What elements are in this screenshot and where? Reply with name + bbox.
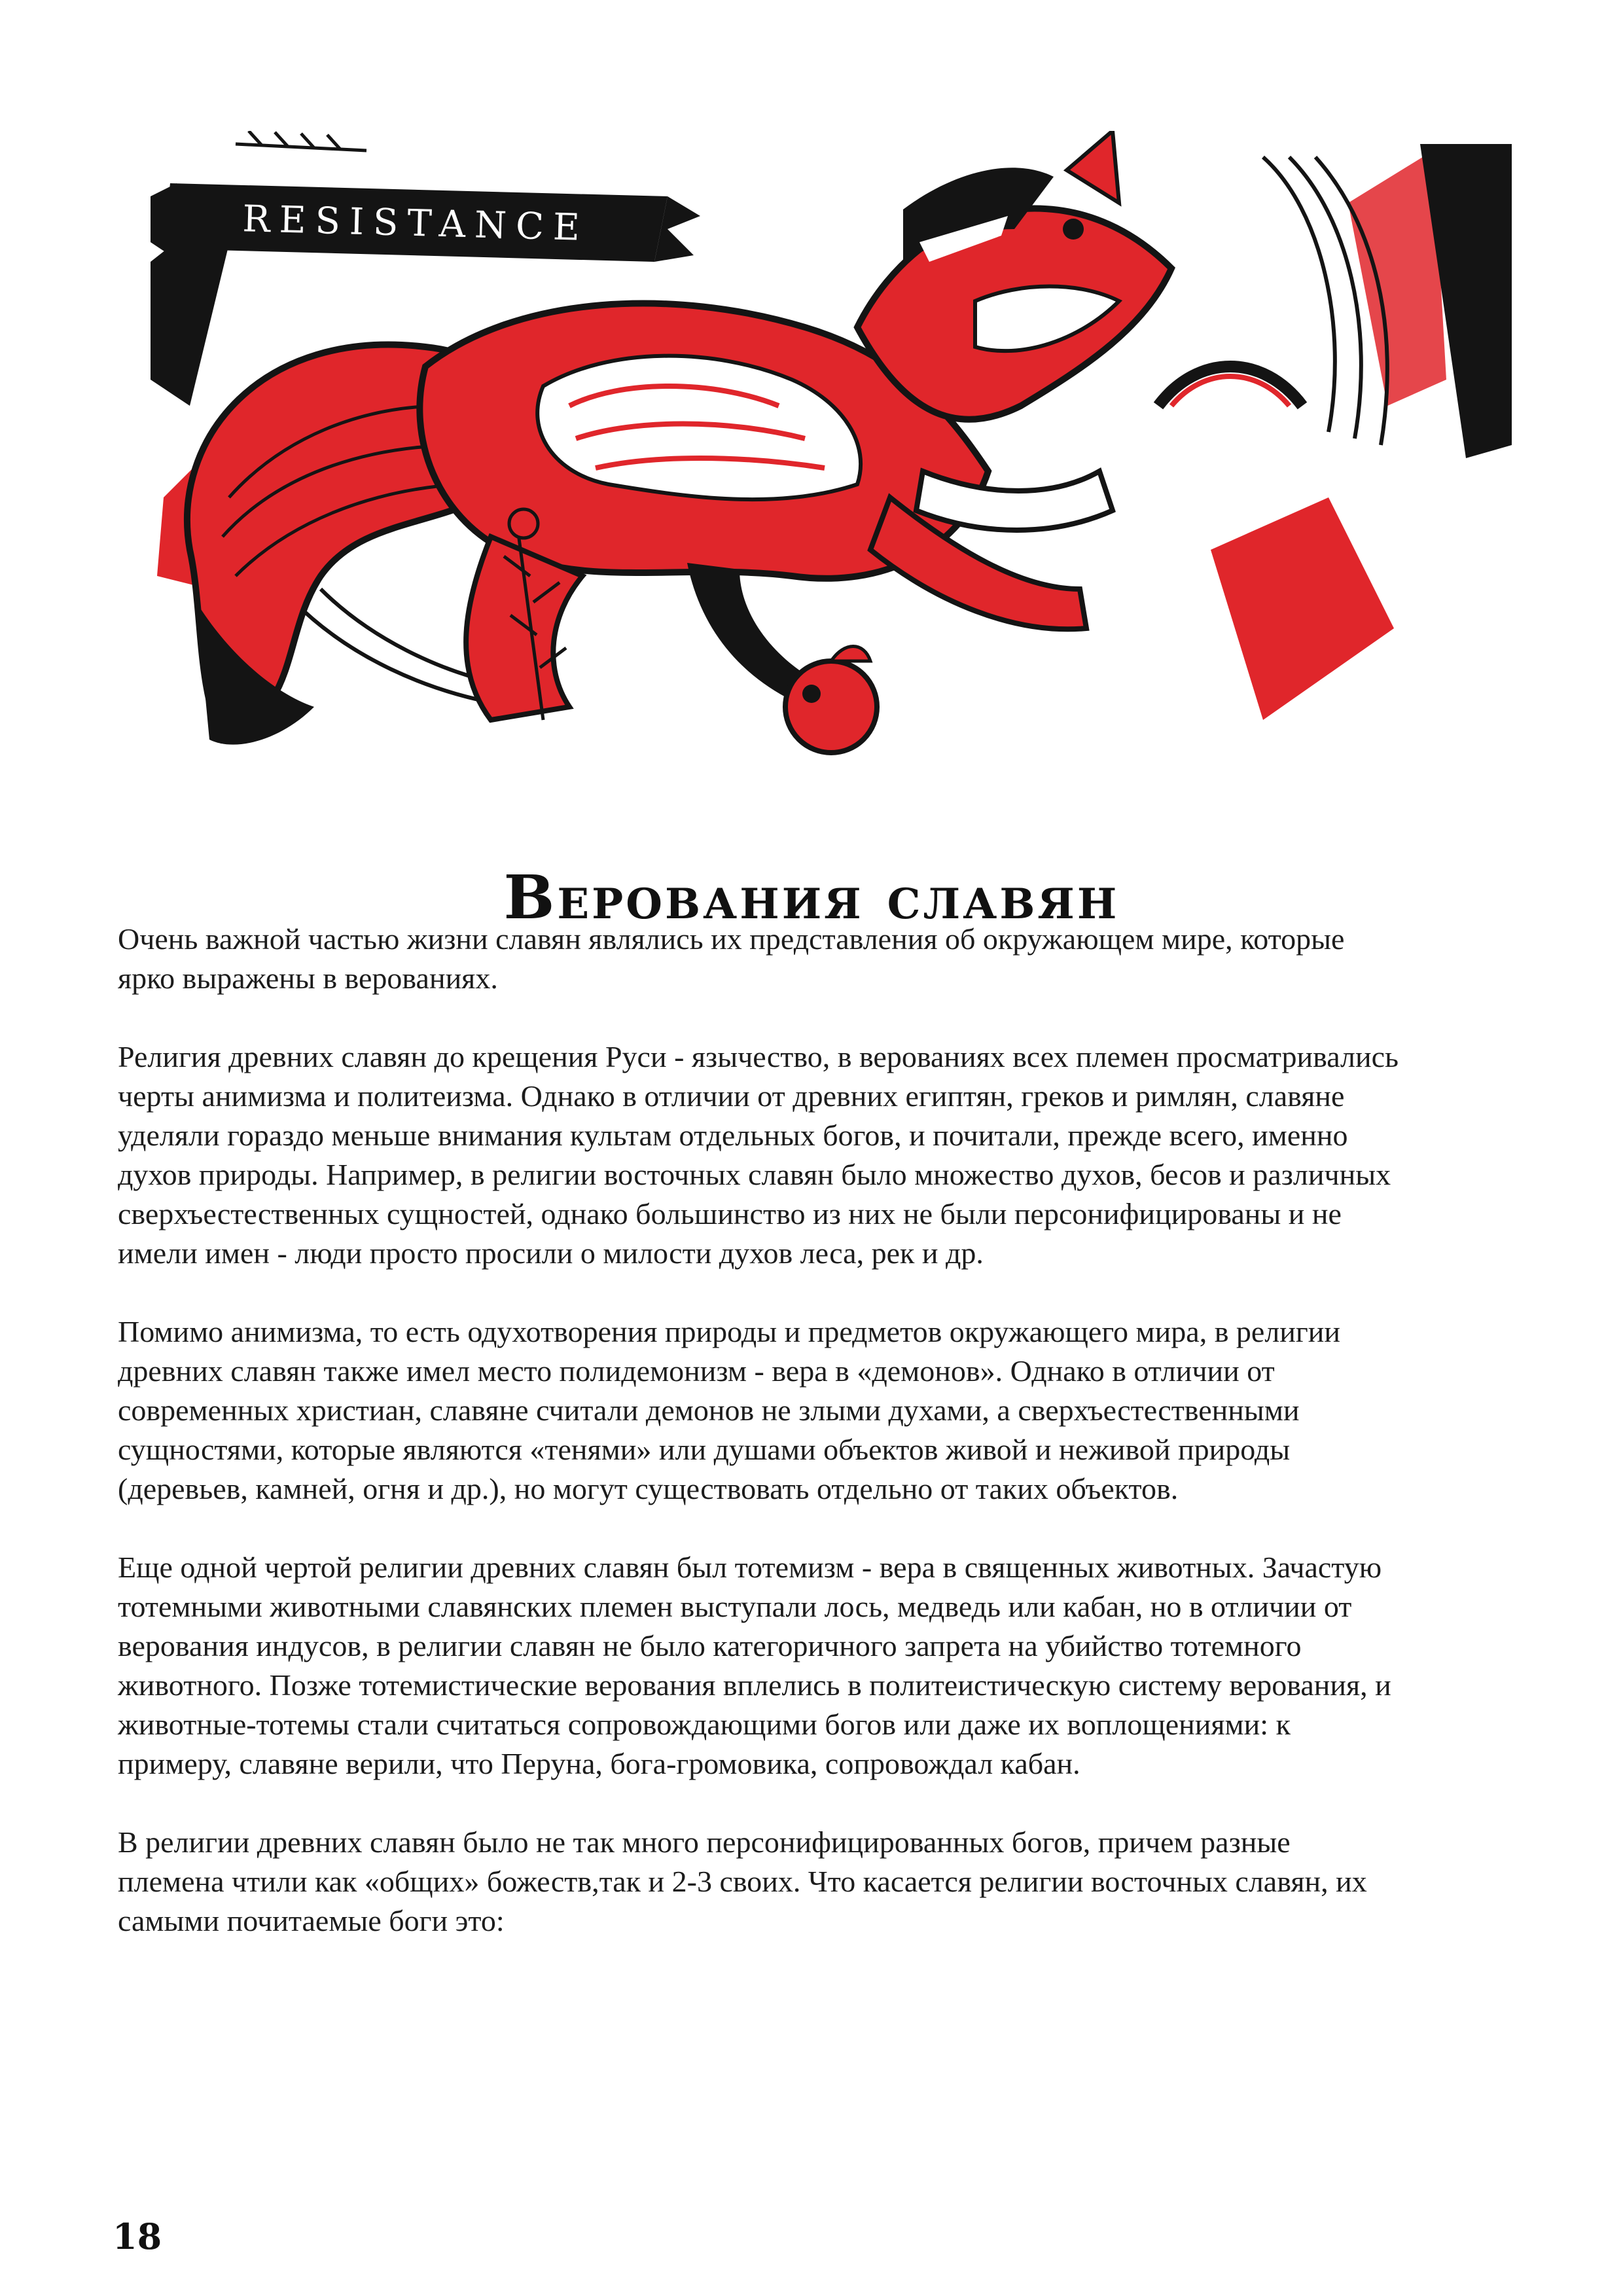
fox-illustration: [151, 131, 1518, 779]
rooster: [785, 661, 877, 753]
fox-ear: [1067, 131, 1119, 203]
fox-eye: [1063, 219, 1084, 240]
paragraph: Религия древних славян до крещения Руси - язычество, в верованиях всех племен просматривались черты анимизма и политеизма. Однако в отличии от древних египтян, греков и римлян, славяне уделяли гораздо меньше внимания культам отдельных богов, и почитали, прежде всего, именно духов природы. Например, в религии восточных славян было множество духов, бесов и различных сверхъестественных сущностей, однако большинство из них не были персонифицированы и не имели имен - люди просто просили о милости духов леса, рек и др.: [118, 1040, 1399, 1270]
fox-leg: [687, 563, 805, 700]
rooster-eye: [802, 685, 821, 703]
fox-leg: [916, 471, 1113, 530]
paragraph: В религии древних славян было не так много персонифицированных богов, причем разные племена чтили как «общих» божеств,так и 2-3 своих. Что касается религии восточных славян, их самыми почитаемые боги это:: [118, 1825, 1367, 1937]
paragraph: Очень важной частью жизни славян являлись их представления об окружающем мире, которые ярко выражены в верованиях.: [118, 922, 1345, 995]
red-shard: [1211, 497, 1394, 720]
page-title: Верования славян: [503, 861, 1120, 933]
paragraph: Помимо анимизма, то есть одухотворения природы и предметов окружающего мира, в религии древних славян также имел место полидемонизм - вера в «демонов». Однако в отличии от современных христиан, славяне считали демонов не злыми духами, а сверхъестественными сущностями, которые являются «тенями» или душами объектов живой и неживой природы (деревьев, камней, огня и др.), но могут существовать отдельно от таких объектов.: [118, 1315, 1341, 1505]
flower-icon: [509, 509, 538, 538]
article-body: [118, 920, 1400, 1980]
rooster-comb: [831, 647, 870, 662]
paragraph: Еще одной чертой религии древних славян был тотемизм - вера в священных животных. Зачастую тотемными животными славянских племен выступали лось, медведь или кабан, но в отличии от верования индусов, в религии славян не было категоричного запрета на убийство тотемного животного. Позже тотемистические верования вплелись в политеистическую систему верования, и животные-тотемы стали считаться сопровождающими богов или даже их воплощениями: к примеру, славяне верили, что Перуна, бога-громовика, сопровождал кабан.: [118, 1551, 1391, 1780]
banner-label: RESISTANCE: [241, 198, 590, 249]
page-number: 18: [113, 2215, 162, 2257]
